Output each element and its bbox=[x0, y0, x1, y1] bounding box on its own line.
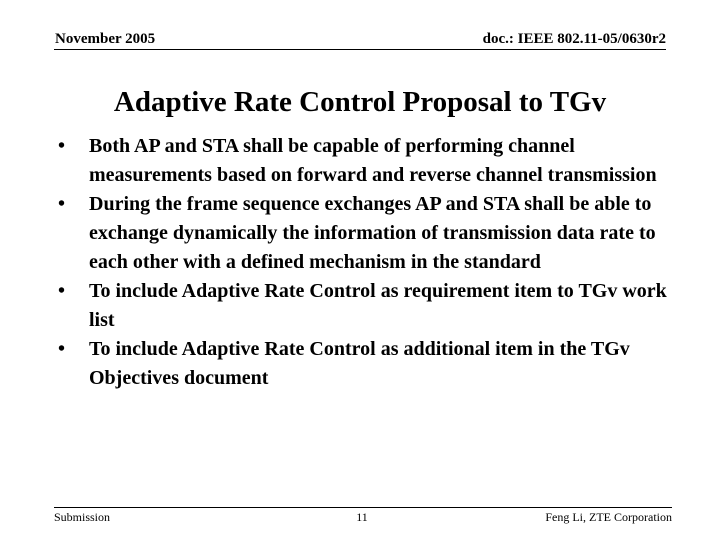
bullet-text: To include Adaptive Rate Control as additional item in the TGv Objectives document bbox=[89, 338, 630, 389]
header-divider bbox=[54, 49, 666, 50]
slide-title: Adaptive Rate Control Proposal to TGv bbox=[113, 86, 607, 118]
page-number: 11 bbox=[356, 510, 368, 524]
bullet-dot-icon: • bbox=[58, 193, 66, 215]
header-doc-id: doc.: IEEE 802.11-05/0630r2 bbox=[482, 31, 666, 47]
bullet-text: During the frame sequence exchanges AP and STA shall be able to exchange dynamically the information of transmission data rate to each other with a defined mechanism in the standard bbox=[89, 193, 656, 273]
bullet-dot-icon: • bbox=[58, 280, 66, 302]
bullet-dot-icon: • bbox=[58, 338, 66, 360]
bullet-list bbox=[54, 132, 674, 393]
bullet-item bbox=[54, 132, 674, 190]
bullet-dot-icon: • bbox=[58, 135, 66, 157]
bullet-item bbox=[54, 190, 674, 277]
footer-submission: Submission bbox=[54, 510, 111, 524]
footer-divider bbox=[54, 507, 672, 508]
header-date: November 2005 bbox=[55, 31, 156, 47]
bullet-text: Both AP and STA shall be capable of performing channel measurements based on forward and reverse channel transmission bbox=[89, 135, 657, 186]
bullet-item bbox=[54, 277, 674, 335]
footer-author: Feng Li, ZTE Corporation bbox=[545, 510, 672, 524]
bullet-item bbox=[54, 335, 674, 393]
bullet-text: To include Adaptive Rate Control as requirement item to TGv work list bbox=[89, 280, 667, 331]
